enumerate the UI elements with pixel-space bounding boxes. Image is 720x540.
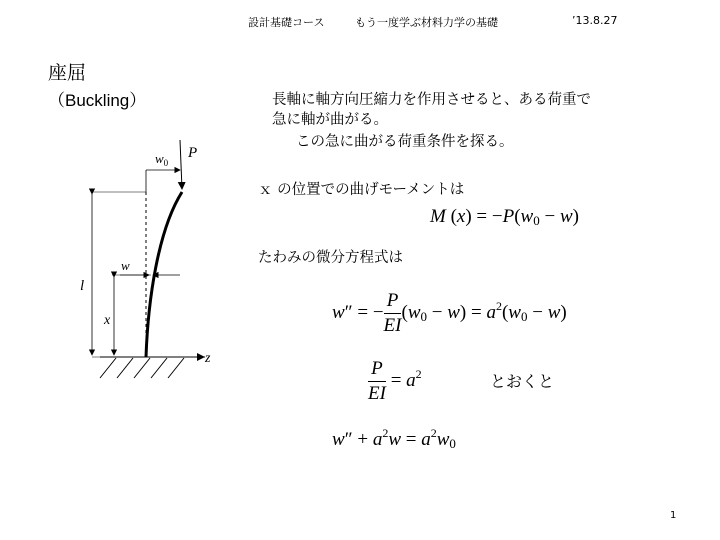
length-label: l xyxy=(80,278,85,294)
differential-equation: w″ = − $\frac{P}{EI}$ $(w_0 - w) = a^2(w_0 - w)$ xyxy=(332,290,567,336)
ground-hatching xyxy=(100,358,184,378)
buckled-column xyxy=(146,192,182,357)
substitution-note: とおくと xyxy=(490,372,555,391)
slide-subtitle: （Buckling） xyxy=(48,91,147,110)
slide-title: 座屈 xyxy=(48,62,87,84)
ode-caption: たわみの微分方程式は xyxy=(258,250,403,266)
load-label: P xyxy=(188,145,198,161)
intro-line-2: 急に軸が曲がる。 xyxy=(272,112,388,128)
course-topic: もう一度学ぶ材料力学の基礎 xyxy=(355,16,498,29)
moment-equation: M $(x) = -P(w_0 - w)$ xyxy=(430,206,579,228)
course-name: 設計基礎コース xyxy=(248,16,325,29)
moment-caption: ｘ の位置での曲げモーメントは xyxy=(258,182,465,198)
intro-line-1: 長軸に軸方向圧縮力を作用させると、ある荷重で xyxy=(272,92,591,108)
slide-date: ’13.8.27 xyxy=(572,14,618,27)
tip-deflection-label: $w_0$ xyxy=(155,151,169,168)
substitution-equation: $\frac{P}{EI}$ = $a^2$ xyxy=(368,358,422,404)
page-number: 1 xyxy=(670,510,677,521)
deflection-label: w xyxy=(121,258,130,273)
z-axis-label: z xyxy=(205,351,211,366)
intro-line-3: この急に曲がる荷重条件を探る。 xyxy=(296,134,514,150)
result-equation: $w'' + a^2w = a^2w_0$ xyxy=(332,426,456,451)
load-arrow xyxy=(180,140,182,189)
position-label: x xyxy=(104,313,111,328)
